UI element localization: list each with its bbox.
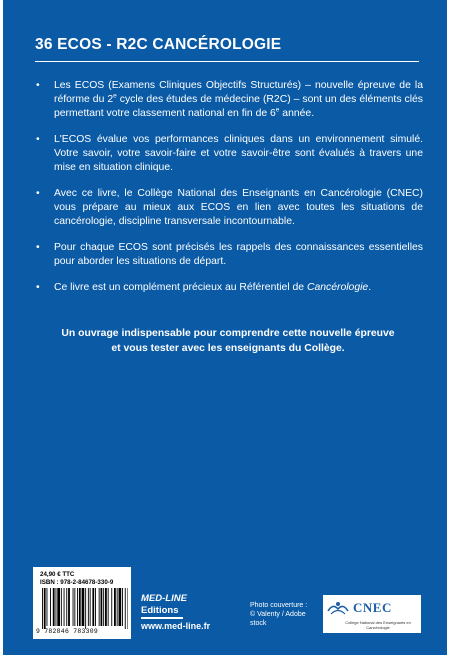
cnec-emblem-icon — [327, 599, 349, 617]
photo-credit: Photo couverture : © Valenty / Adobe stock — [250, 602, 308, 627]
barcode-icon — [42, 588, 128, 629]
book-title: 36 ECOS - R2C CANCÉROLOGIE — [35, 36, 282, 53]
publisher-underline — [141, 617, 183, 619]
list-item: • Avec ce livre, le Collège National des Enseignants en Cancérologie (CNEC) vous prépare au mieux aux ECOS en lien avec toutes les situations de cancérologie, discipline transversale incontournable. — [36, 188, 423, 227]
bullet-icon: • — [36, 282, 40, 293]
isbn: ISBN : 978-2-84678-330-9 — [40, 579, 114, 586]
publisher-url: www.med-line.fr — [141, 621, 211, 631]
cnec-name: CNEC — [353, 600, 392, 615]
publisher-subtitle: Editions — [141, 605, 179, 616]
publisher-name: MED-LINE — [141, 593, 187, 604]
list-item: • Les ECOS (Examens Cliniques Objectifs Structurés) – nouvelle épreuve de la réforme du 2e cycle des études de médecine (R2C) – sont un des éléments clés permettant votre classement national en fin de 6e année. — [36, 80, 423, 119]
list-item: • L'ECOS évalue vos performances cliniques dans un environnement simulé. Votre savoir, votre savoir-faire et votre savoir-être sont évalués à travers une mise en situation clinique. — [36, 134, 423, 173]
description-list — [35, 79, 423, 307]
publisher-logo — [141, 593, 210, 631]
cnec-logo — [323, 595, 421, 633]
bullet-icon: • — [36, 242, 40, 253]
barcode-label — [33, 567, 131, 639]
list-item: • Ce livre est un complément précieux au Référentiel de Cancérologie. — [36, 282, 372, 293]
bullet-icon: • — [36, 80, 40, 91]
cnec-full-name: Collège National des Enseignants en Cancérologie — [345, 620, 411, 630]
list-item: • Pour chaque ECOS sont précisés les rappels des connaissances essentielles pour aborder les situations de départ. — [36, 242, 423, 267]
back-cover — [3, 0, 447, 655]
title-divider — [35, 61, 419, 62]
barcode-digits: 9 782846 783309 — [36, 628, 99, 635]
bullet-icon: • — [36, 188, 40, 199]
bullet-icon: • — [36, 134, 40, 145]
tagline: Un ouvrage indispensable pour comprendre cette nouvelle épreuve et vous tester avec les enseignants du Collège. — [61, 328, 395, 354]
price: 24,90 € TTC — [40, 571, 75, 578]
